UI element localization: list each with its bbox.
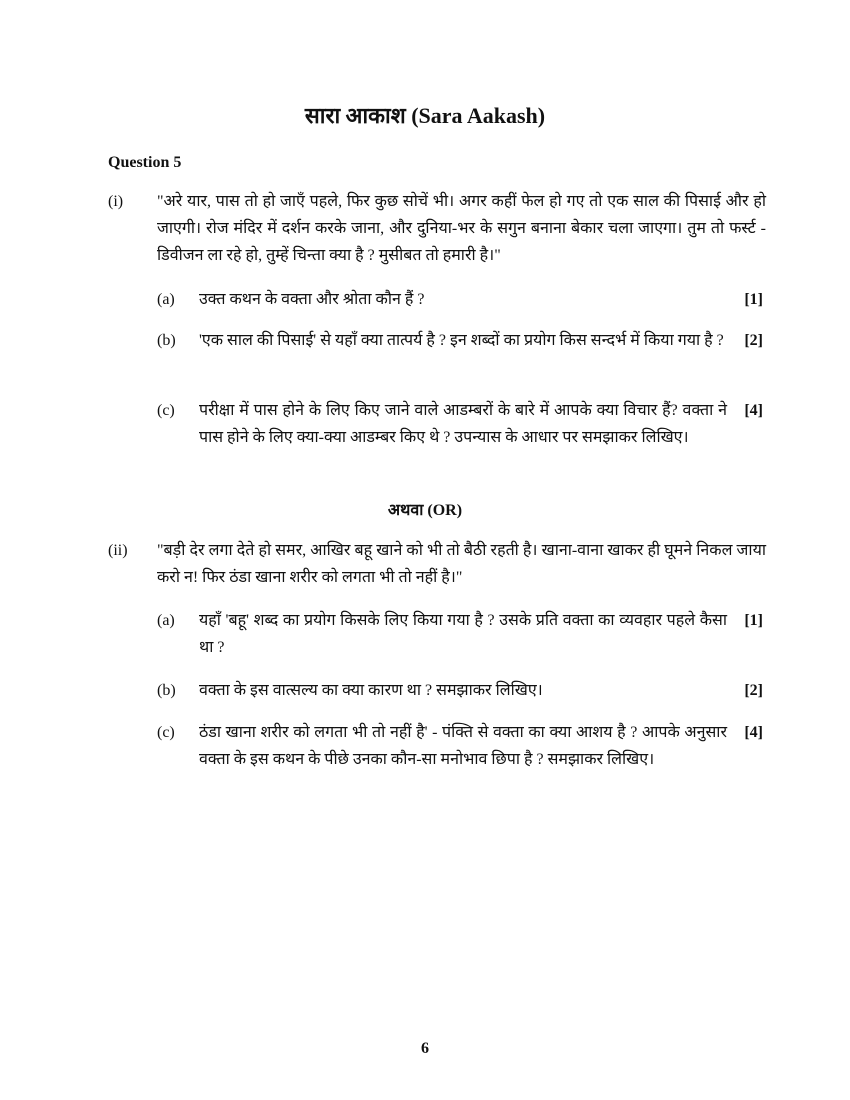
subquestion-letter: (c) (157, 724, 175, 741)
marks-badge: [4] (744, 724, 763, 741)
subquestion-text: यहाँ 'बहू' शब्द का प्रयोग किसके लिए किया गया है ? उसके प्रति वक्ता का व्यवहार पहले कैसा था ? (199, 612, 727, 656)
subquestion-text: ठंडा खाना शरीर को लगता भी तो नहीं है' - पंक्ति से वक्ता का क्या आशय है ? आपके अनुसार वक्ता के इस कथन के पीछे उनका कौन-सा मनोभाव छिपा है ? समझाकर लिखिए। (199, 724, 727, 768)
marks-badge: [4] (744, 402, 763, 419)
passage-number: (i) (108, 193, 124, 210)
marks-badge: [2] (744, 332, 763, 349)
page-title: सारा आकाश (Sara Aakash) (304, 103, 546, 128)
passage-i (108, 188, 768, 269)
question-heading: Question 5 (108, 154, 182, 171)
passage-text: "बड़ी देर लगा देते हो समर, आखिर बहू खाने को भी तो बैठी रहती है। खाना-वाना खाकर ही घूमने निकल जाया करो न! फिर ठंडा खाना शरीर को लगता भी तो नहीं है।" (157, 542, 766, 586)
subquestion-i-c (157, 397, 763, 451)
passage-text: "अरे यार, पास तो हो जाएँ पहले, फिर कुछ सोचें भी। अगर कहीं फेल हो गए तो एक साल की पिसाई और हो जाएगी। रोज मंदिर में दर्शन करके जाना, और दुनिया-भर के सगुन बनाना बेकार चला जाएगा। तुम तो फर्स्ट - डिवीजन ला रहे हो, तुम्हें चिन्ता क्या है ? मुसीबत तो हमारी है।" (157, 193, 766, 264)
subquestion-ii-a (157, 607, 763, 661)
subquestion-letter: (a) (157, 291, 175, 308)
subquestion-letter: (b) (157, 332, 176, 349)
passage-number: (ii) (108, 542, 128, 559)
subquestion-text: 'एक साल की पिसाई' से यहाँ क्या तात्पर्य है ? इन शब्दों का प्रयोग किस सन्दर्भ में किया गया है ? (199, 332, 724, 349)
subquestion-text: उक्त कथन के वक्ता और श्रोता कौन हैं ? (199, 291, 425, 308)
subquestion-letter: (a) (157, 612, 175, 629)
subquestion-i-b (157, 327, 763, 354)
subquestion-text: वक्ता के इस वात्सल्य का क्या कारण था ? समझाकर लिखिए। (199, 682, 543, 699)
subquestion-letter: (c) (157, 402, 175, 419)
subquestion-i-a (157, 286, 763, 313)
subquestion-ii-b (157, 677, 763, 704)
subquestion-text: परीक्षा में पास होने के लिए किए जाने वाले आडम्बरों के बारे में आपके क्या विचार हैं? वक्ता ने पास होने के लिए क्या-क्या आडम्बर किए थे ? उपन्यास के आधार पर समझाकर लिखिए। (199, 402, 727, 446)
marks-badge: [1] (744, 291, 763, 308)
marks-badge: [2] (744, 682, 763, 699)
page-number: 6 (421, 1040, 429, 1057)
or-heading: अथवा (OR) (387, 502, 463, 519)
marks-badge: [1] (744, 612, 763, 629)
passage-ii (108, 537, 768, 591)
subquestion-ii-c (157, 719, 763, 773)
subquestion-letter: (b) (157, 682, 176, 699)
